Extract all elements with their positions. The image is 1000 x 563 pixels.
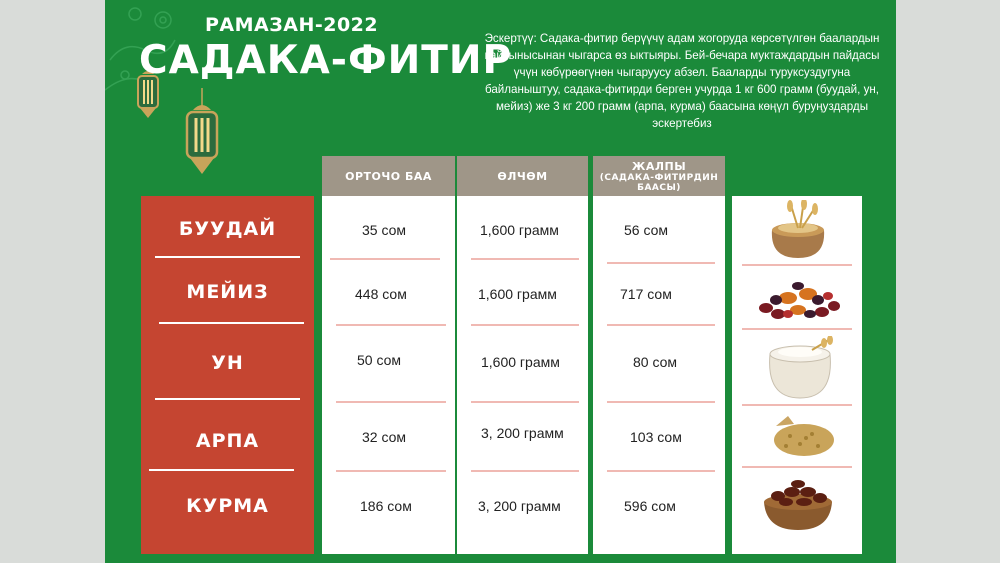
divider — [336, 324, 446, 326]
amount-column — [457, 196, 588, 554]
amount-cell: 1,600 грамм — [478, 286, 557, 302]
lantern-icon — [183, 88, 221, 186]
amount-cell: 1,600 грамм — [480, 222, 559, 238]
total-column — [593, 196, 725, 554]
header-total — [593, 156, 725, 196]
page-title: САДАКА-ФИТИР — [139, 38, 513, 83]
total-cell: 80 сом — [633, 354, 678, 370]
divider — [155, 256, 300, 258]
amount-cell: 3, 200 грамм — [478, 498, 561, 514]
total-cell: 596 сом — [624, 498, 676, 514]
price-cell: 448 сом — [355, 286, 407, 302]
price-column — [322, 196, 455, 554]
header-amount — [457, 156, 588, 196]
divider — [607, 401, 715, 403]
divider — [330, 258, 440, 260]
barley-icon — [770, 412, 838, 460]
product-name-column — [141, 196, 314, 554]
page-subtitle: РАМАЗАН-2022 — [205, 14, 379, 36]
product-name: АРПА — [195, 430, 260, 452]
image-column — [732, 196, 862, 554]
divider — [471, 258, 579, 260]
total-cell: 717 сом — [620, 286, 672, 302]
divider — [159, 322, 304, 324]
divider — [607, 470, 715, 472]
amount-cell: 1,600 грамм — [481, 354, 560, 370]
product-name: УН — [211, 352, 244, 374]
raisins-icon — [752, 274, 847, 324]
header-price-label: ОРТОЧО БАА — [345, 169, 432, 183]
divider — [742, 264, 852, 266]
product-name: МЕЙИЗ — [186, 281, 269, 303]
note-text: Эскертүү: Садака-фитир берүүчү адам жогоруда көрсөтүлгөн баалардын кайсынысынан чыгарса өз ыктыяры. Бей-бечара муктаждардын пайдасы үчүн көбүрөөгүнөн чыгаруусу абзел. Бааларды туруксуздугуна байланыштуу, садака-фитирди берген учурда 1 кг 600 грамм (буудай, ун, мейиз) же 3 кг 200 грамм (арпа, курма) баасына көңүл буруңуздарды эскертебиз — [484, 32, 880, 130]
header-total-label: ЖАЛПЫ — [631, 159, 687, 173]
product-name: КУРМА — [186, 495, 269, 517]
wheat-sack-icon — [758, 200, 838, 260]
total-cell: 103 сом — [630, 429, 682, 445]
divider — [742, 404, 852, 406]
divider — [149, 469, 294, 471]
price-cell: 32 сом — [362, 429, 407, 445]
divider — [471, 324, 579, 326]
header-amount-label: ӨЛЧӨМ — [497, 169, 548, 183]
poster — [105, 0, 896, 563]
divider — [336, 470, 446, 472]
divider — [607, 262, 715, 264]
price-cell: 50 сом — [357, 352, 402, 368]
divider — [471, 470, 579, 472]
total-cell: 56 сом — [624, 222, 669, 238]
product-name: БУУДАЙ — [178, 218, 277, 240]
header-total-sublabel: (САДАКА-ФИТИРДИН БААСЫ) — [599, 172, 719, 193]
divider — [607, 324, 715, 326]
divider — [742, 328, 852, 330]
divider — [742, 466, 852, 468]
flour-sack-icon — [760, 336, 840, 400]
divider — [336, 401, 446, 403]
dates-bowl-icon — [762, 476, 834, 532]
price-cell: 35 сом — [362, 222, 407, 238]
amount-cell: 3, 200 грамм — [481, 425, 564, 441]
price-cell: 186 сом — [360, 498, 412, 514]
divider — [155, 398, 300, 400]
header-price — [322, 156, 455, 196]
divider — [471, 401, 579, 403]
